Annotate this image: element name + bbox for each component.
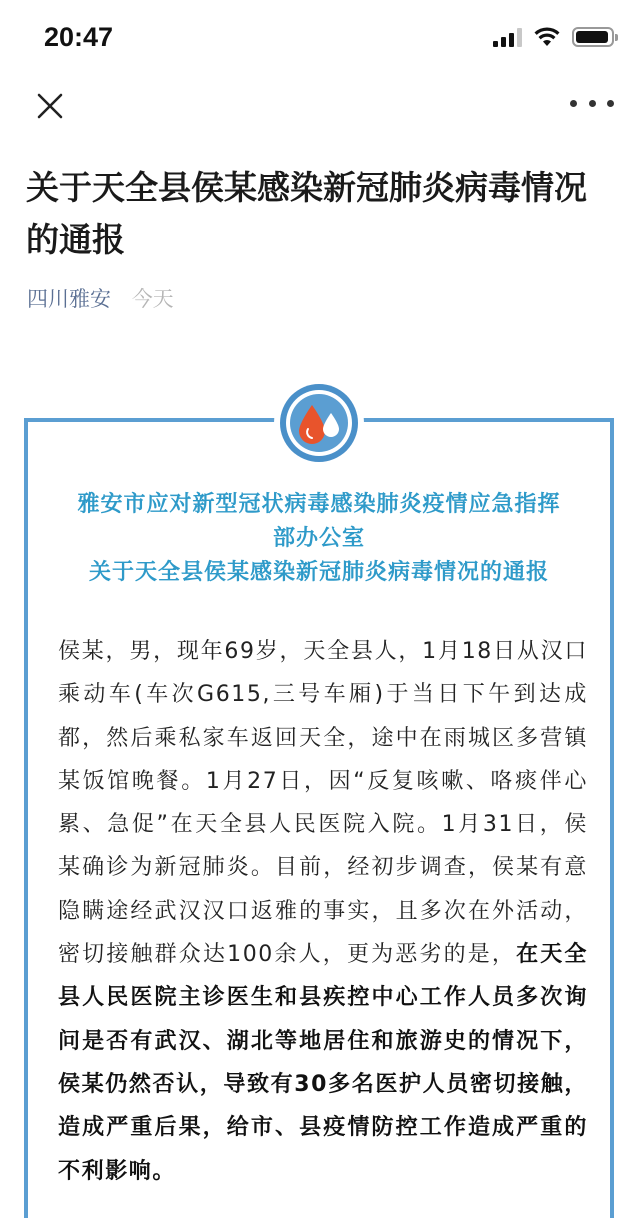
more-dot — [589, 100, 596, 107]
article-title: 关于天全县侯某感染新冠肺炎病毒情况的通报 — [26, 168, 587, 259]
status-bar — [0, 0, 640, 76]
notice-logo — [274, 378, 364, 468]
wifi-icon — [534, 27, 560, 47]
nav-bar — [0, 76, 640, 130]
close-icon — [30, 86, 70, 126]
water-drops-logo-icon — [279, 383, 359, 463]
status-time: 20:47 — [44, 22, 114, 52]
cellular-signal-icon — [493, 27, 522, 47]
notice-header-line: 部办公室 — [272, 526, 365, 551]
notice-header-line: 关于天全县侯某感染新冠肺炎病毒情况的通报 — [88, 560, 549, 585]
notice-header-line: 雅安市应对新型冠状病毒感染肺炎疫情应急指挥 — [77, 492, 561, 517]
article-meta — [27, 283, 174, 313]
notice-body-bold-text: 在天全县人民医院主诊医生和县疾控中心工作人员多次询问是否有武汉、湖北等地居住和旅游史的情况下，侯某仍然否认，导致有30多名医护人员密切接触，造成严重后果，给市、县疫情防控工作造成严重的不利影响。 — [58, 942, 588, 1184]
close-button[interactable] — [30, 86, 70, 126]
status-icons — [493, 26, 614, 48]
more-dot — [570, 100, 577, 107]
battery-icon — [572, 27, 614, 47]
more-button[interactable] — [570, 88, 614, 118]
article-date: 今天 — [131, 287, 174, 311]
more-dot — [607, 100, 614, 107]
notice-header — [24, 488, 614, 590]
article-source-link[interactable]: 四川雅安 — [27, 287, 111, 311]
notice-body — [58, 630, 588, 1193]
notice-body-text: 侯某，男，现年69岁，天全县人，1月18日从汉口乘动车(车次G615,三号车厢)于当日下午到达成都，然后乘私家车返回天全，途中在雨城区多营镇某饭馆晚餐。1月27日，因“反复咳嗽、咯痰伴心累、急促”在天全县人民医院入院。1月31日，侯某确诊为新冠肺炎。目前，经初步调查，侯某有意隐瞒途经武汉汉口返雅的事实，且多次在外活动，密切接触群众达100余人，更为恶劣的是， — [58, 639, 588, 968]
